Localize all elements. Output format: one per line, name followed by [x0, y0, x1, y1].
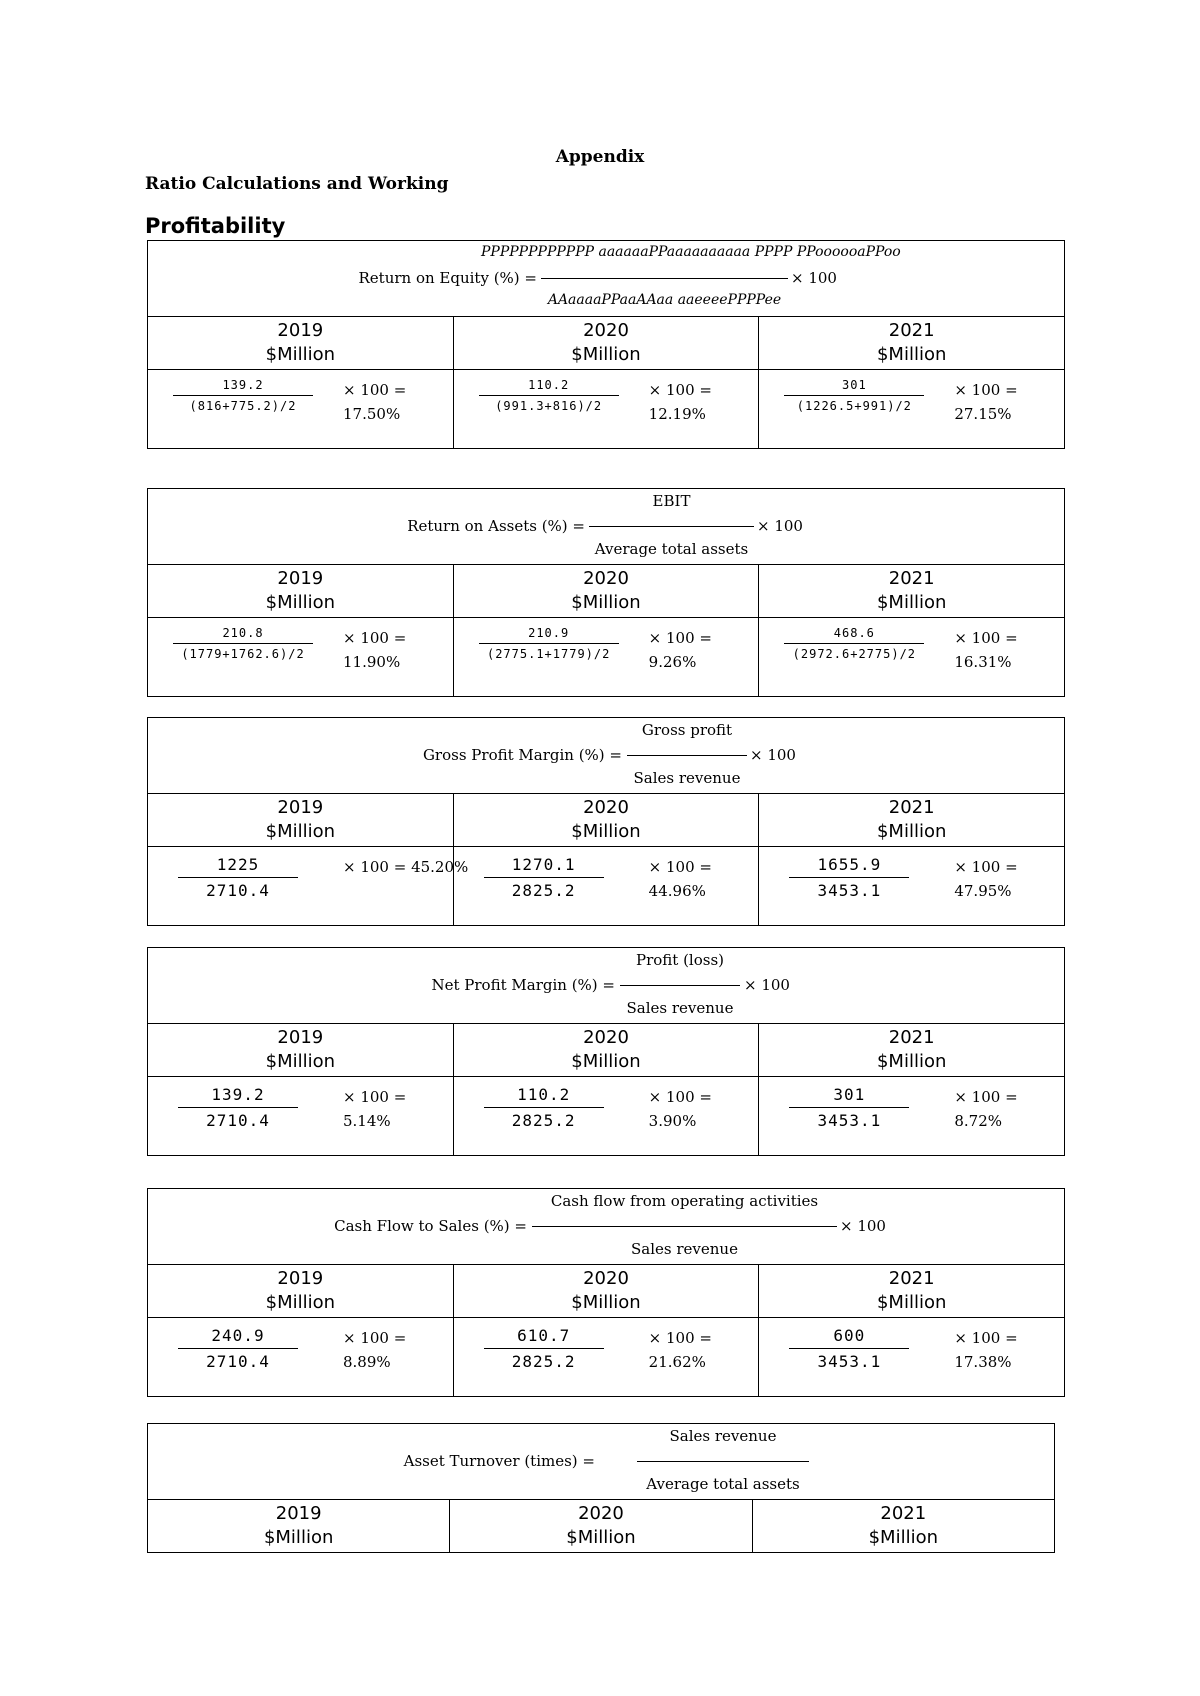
calc-denominator: 3453.1 — [817, 1352, 882, 1371]
calc-result — [343, 626, 406, 674]
calc-numerator: 139.2 — [178, 1085, 298, 1108]
calc-result — [954, 855, 1017, 903]
year-label: 2021 — [888, 320, 935, 341]
ratio-box — [147, 240, 1065, 449]
formula-label: Cash Flow to Sales (%) = — [334, 1217, 527, 1235]
formula-label: Return on Assets (%) = — [407, 517, 585, 535]
year-cell — [450, 1500, 752, 1552]
calc-multiplier: × 100 = — [343, 381, 407, 399]
formula-label: Gross Profit Margin (%) = — [422, 746, 622, 764]
calc-multiplier: × 100 = — [343, 629, 407, 647]
formula-numerator: Gross profit — [641, 721, 733, 739]
calc-value: 17.50% — [343, 405, 401, 423]
calc-numerator: 110.2 — [479, 378, 619, 396]
calc-numerator: 210.9 — [479, 626, 619, 644]
ratio-box — [147, 1188, 1065, 1397]
calculation-cell — [148, 1077, 454, 1155]
calc-value: 47.95% — [954, 882, 1012, 900]
year-cell — [759, 317, 1064, 369]
calc-multiplier: × 100 = — [954, 858, 1018, 876]
calc-numerator: 301 — [789, 1085, 909, 1108]
calc-value: 16.31% — [954, 653, 1012, 671]
year-label: 2021 — [880, 1503, 927, 1524]
formula-numerator: Sales revenue — [669, 1427, 777, 1445]
formula-multiplier: × 100 — [757, 517, 803, 535]
calculation-row — [148, 370, 1064, 448]
calc-result — [954, 1326, 1017, 1374]
calc-denominator: 3453.1 — [817, 1111, 882, 1130]
calc-value: 3.90% — [648, 1112, 697, 1130]
calculation-fraction — [173, 378, 313, 413]
calc-multiplier: × 100 = — [954, 381, 1018, 399]
calc-denominator: (816+775.2)/2 — [189, 399, 297, 413]
formula-label: Asset Turnover (times) = — [403, 1452, 595, 1470]
calc-numerator: 110.2 — [484, 1085, 604, 1108]
calculation-fraction — [178, 855, 298, 900]
formula-numerator: Profit (loss) — [635, 951, 725, 969]
formula-denominator: Sales revenue — [626, 999, 734, 1017]
unit-label: $Million — [263, 1527, 334, 1548]
unit-label: $Million — [265, 1051, 336, 1072]
year-cell — [148, 1024, 454, 1076]
calc-value: 8.89% — [343, 1353, 391, 1371]
year-label: 2020 — [583, 1027, 629, 1048]
page-title: Appendix — [555, 147, 645, 167]
calculation-cell — [454, 1318, 760, 1396]
calculation-fraction — [484, 1326, 604, 1371]
calc-value: 27.15% — [954, 405, 1012, 423]
calculation-cell — [454, 847, 760, 925]
calculation-cell — [759, 1077, 1064, 1155]
year-label: 2021 — [888, 1268, 935, 1289]
year-label: 2019 — [277, 320, 324, 341]
year-cell — [148, 794, 454, 846]
calc-numerator: 610.7 — [484, 1326, 604, 1349]
calc-result — [343, 1326, 406, 1374]
section-heading: Profitability — [145, 214, 286, 238]
calculation-fraction — [784, 626, 924, 661]
years-row — [148, 794, 1064, 847]
calc-result — [954, 1085, 1017, 1133]
year-label: 2020 — [578, 1503, 624, 1524]
ratio-box — [147, 947, 1065, 1156]
calc-numerator: 1225 — [178, 855, 298, 878]
calc-numerator: 1270.1 — [484, 855, 604, 878]
formula-numerator: Cash flow from operating activities — [550, 1192, 819, 1210]
calculation-cell — [759, 847, 1064, 925]
calc-denominator: 3453.1 — [817, 881, 882, 900]
calculation-cell — [454, 370, 760, 448]
calc-value: 21.62% — [648, 1353, 706, 1371]
formula-row — [148, 1189, 1064, 1265]
year-cell — [759, 1024, 1064, 1076]
calc-value: 9.26% — [648, 653, 697, 671]
ratio-box — [147, 1423, 1055, 1553]
calc-value: 44.96% — [648, 882, 706, 900]
calculation-fraction — [789, 1085, 909, 1130]
calc-multiplier: × 100 = — [343, 1088, 407, 1106]
unit-label: $Million — [265, 592, 336, 613]
formula-multiplier: × 100 — [791, 269, 837, 287]
calc-multiplier: × 100 = — [954, 629, 1018, 647]
calc-multiplier: × 100 = — [648, 858, 712, 876]
formula-denominator: Average total assets — [646, 1475, 800, 1493]
calculation-cell — [759, 370, 1064, 448]
calculation-cell — [454, 1077, 760, 1155]
year-cell — [454, 794, 760, 846]
year-label: 2020 — [583, 797, 629, 818]
calculation-fraction — [789, 1326, 909, 1371]
calc-multiplier: × 100 = — [343, 1329, 407, 1347]
calc-value: 17.38% — [954, 1353, 1012, 1371]
fraction-bar — [541, 278, 788, 279]
years-row — [148, 1024, 1064, 1077]
calc-numerator: 468.6 — [784, 626, 924, 644]
formula-multiplier: × 100 — [744, 976, 790, 994]
calc-result — [954, 378, 1017, 426]
calculation-fraction — [173, 626, 313, 661]
unit-label: $Million — [265, 821, 336, 842]
calc-multiplier: × 100 = — [648, 629, 712, 647]
calc-value: 11.90% — [343, 653, 401, 671]
calc-denominator: (1779+1762.6)/2 — [181, 647, 305, 661]
year-label: 2020 — [583, 568, 629, 589]
calc-multiplier: × 100 = — [954, 1329, 1018, 1347]
formula-row — [148, 718, 1064, 794]
year-cell — [759, 565, 1064, 617]
formula-row — [148, 241, 1064, 317]
year-cell — [148, 1500, 450, 1552]
formula-numerator: EBIT — [652, 492, 691, 510]
calculation-row — [148, 1318, 1064, 1396]
calc-numerator: 1655.9 — [789, 855, 909, 878]
years-row — [148, 1500, 1054, 1552]
calc-result — [649, 626, 712, 674]
unit-label: $Million — [876, 1051, 947, 1072]
year-cell — [759, 1265, 1064, 1317]
calculation-row — [148, 1077, 1064, 1155]
calc-result — [649, 855, 712, 903]
calculation-cell — [148, 618, 454, 696]
formula-row — [148, 948, 1064, 1024]
unit-label: $Million — [571, 344, 641, 365]
calc-denominator: 2710.4 — [206, 1352, 270, 1371]
formula-denominator: Sales revenue — [633, 769, 741, 787]
calc-denominator: (2775.1+1779)/2 — [486, 647, 611, 661]
year-cell — [454, 1265, 760, 1317]
calc-denominator: 2825.2 — [511, 1111, 576, 1130]
year-cell — [148, 565, 454, 617]
calc-result — [649, 1085, 712, 1133]
formula-numerator: PPPPPPPPPPPP aaaaaaPPaaaaaaaaaa PPPP PPoooooaPPoo — [481, 244, 901, 260]
calc-multiplier: × 100 = — [954, 1088, 1018, 1106]
ratio-box — [147, 488, 1065, 697]
calc-value: 8.72% — [954, 1112, 1002, 1130]
calc-denominator: 2710.4 — [206, 1111, 270, 1130]
year-cell — [759, 794, 1064, 846]
year-label: 2020 — [583, 320, 629, 341]
calc-result — [649, 1326, 712, 1374]
calc-multiplier: × 100 = — [648, 1088, 712, 1106]
calc-result — [343, 378, 406, 426]
calc-denominator: (1226.5+991)/2 — [796, 399, 912, 413]
formula-denominator: Sales revenue — [631, 1240, 738, 1258]
formula-row — [148, 489, 1064, 565]
calculation-fraction — [484, 1085, 604, 1130]
year-label: 2021 — [888, 1027, 935, 1048]
year-label: 2020 — [583, 1268, 629, 1289]
unit-label: $Million — [876, 821, 947, 842]
formula-denominator: AAaaaaPPaaAAaa aaeeeePPPPee — [547, 292, 782, 308]
formula-label: Return on Equity (%) = — [358, 269, 537, 287]
unit-label: $Million — [265, 1292, 336, 1313]
formula-label: Net Profit Margin (%) = — [431, 976, 615, 994]
calc-numerator: 210.8 — [173, 626, 313, 644]
year-cell — [454, 1024, 760, 1076]
calc-result — [649, 378, 712, 426]
calculation-cell — [759, 618, 1064, 696]
calculation-fraction — [178, 1326, 298, 1371]
calc-value: 12.19% — [648, 405, 706, 423]
year-label: 2019 — [277, 797, 324, 818]
calc-result — [954, 626, 1017, 674]
year-label: 2021 — [888, 568, 935, 589]
unit-label: $Million — [571, 1292, 641, 1313]
section-subtitle: Ratio Calculations and Working — [145, 174, 449, 194]
years-row — [148, 317, 1064, 370]
fraction-bar — [637, 1461, 809, 1462]
years-row — [148, 1265, 1064, 1318]
year-label: 2021 — [888, 797, 935, 818]
year-cell — [454, 565, 760, 617]
calc-multiplier: × 100 = 45.20% — [343, 858, 469, 876]
calculation-fraction — [789, 855, 909, 900]
unit-label: $Million — [566, 1527, 636, 1548]
formula-multiplier: × 100 — [750, 746, 796, 764]
calc-numerator: 240.9 — [178, 1326, 298, 1349]
calc-multiplier: × 100 = — [648, 1329, 712, 1347]
calc-numerator: 600 — [789, 1326, 909, 1349]
year-label: 2019 — [277, 568, 324, 589]
unit-label: $Million — [571, 821, 641, 842]
years-row — [148, 565, 1064, 618]
fraction-bar — [627, 755, 747, 756]
year-cell — [148, 1265, 454, 1317]
year-label: 2019 — [277, 1027, 324, 1048]
calc-numerator: 301 — [784, 378, 924, 396]
unit-label: $Million — [571, 1051, 641, 1072]
unit-label: $Million — [876, 1292, 947, 1313]
formula-multiplier: × 100 — [840, 1217, 886, 1235]
calc-value: 5.14% — [343, 1112, 391, 1130]
year-cell — [454, 317, 760, 369]
calc-denominator: (2972.6+2775)/2 — [792, 647, 917, 661]
calculation-cell — [148, 370, 454, 448]
ratio-box — [147, 717, 1065, 926]
calculation-fraction — [484, 855, 604, 900]
year-label: 2019 — [275, 1503, 322, 1524]
formula-row — [148, 1424, 1054, 1500]
fraction-bar — [589, 526, 754, 527]
unit-label: $Million — [265, 344, 336, 365]
calc-denominator: 2825.2 — [511, 1352, 576, 1371]
unit-label: $Million — [868, 1527, 939, 1548]
unit-label: $Million — [571, 592, 641, 613]
calculation-fraction — [479, 626, 619, 661]
formula-denominator: Average total assets — [594, 540, 749, 558]
calculation-cell — [148, 1318, 454, 1396]
calc-result — [343, 1085, 406, 1133]
calculation-row — [148, 618, 1064, 696]
calculation-cell — [759, 1318, 1064, 1396]
calc-denominator: 2710.4 — [206, 881, 270, 900]
calculation-fraction — [479, 378, 619, 413]
calculation-fraction — [784, 378, 924, 413]
calc-multiplier: × 100 = — [648, 381, 712, 399]
unit-label: $Million — [876, 592, 947, 613]
fraction-bar — [620, 985, 740, 986]
fraction-bar — [532, 1226, 837, 1227]
calculation-fraction — [178, 1085, 298, 1130]
year-cell — [148, 317, 454, 369]
calc-numerator: 139.2 — [173, 378, 313, 396]
calculation-row — [148, 847, 1064, 925]
calc-result — [343, 855, 468, 879]
year-cell — [753, 1500, 1054, 1552]
calculation-cell — [454, 618, 760, 696]
year-label: 2019 — [277, 1268, 324, 1289]
unit-label: $Million — [876, 344, 947, 365]
calculation-cell — [148, 847, 469, 925]
calc-denominator: 2825.2 — [511, 881, 576, 900]
calc-denominator: (991.3+816)/2 — [495, 399, 603, 413]
